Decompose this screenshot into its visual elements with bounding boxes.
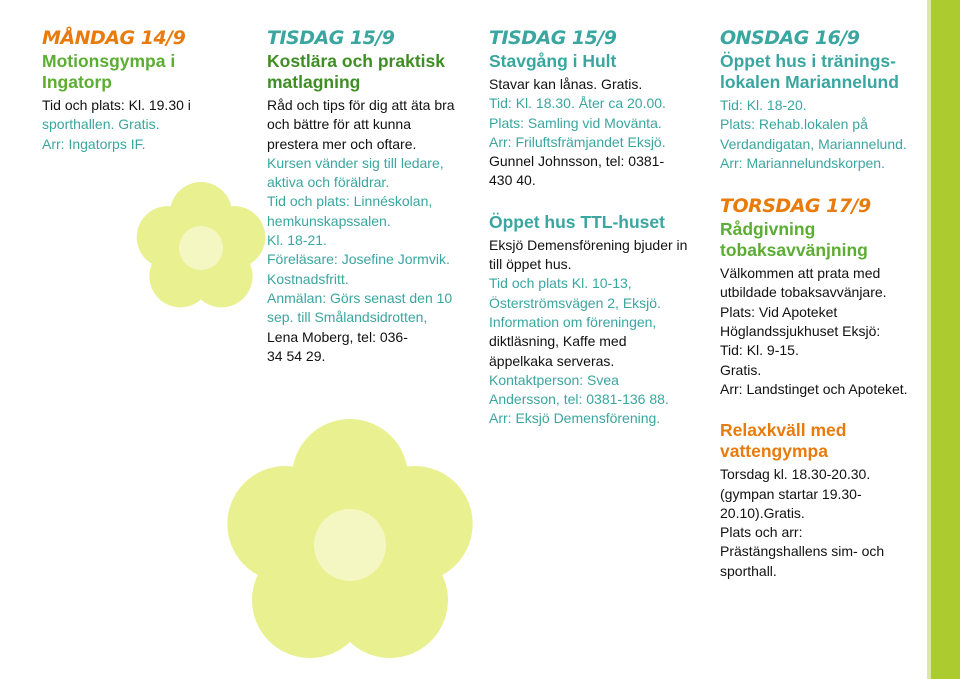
event-line: aktiva och föräldrar. — [267, 174, 390, 191]
event-line: Gratis. — [720, 361, 762, 378]
large-flower-icon — [227, 419, 472, 658]
event-line: Välkommen att prata med — [720, 265, 881, 282]
event-line: Tid: Kl. 9-15. — [720, 342, 799, 359]
event-line: Lena Moberg, tel: 036- — [267, 328, 408, 345]
event-line: Eksjö Demensförening bjuder in — [489, 236, 688, 253]
column-wed-thu — [720, 22, 920, 581]
event-line: hemkunskapssalen. — [267, 212, 391, 229]
event-line: Plats: Rehab.lokalen på — [720, 116, 868, 133]
event-line: 20.10).Gratis. — [720, 504, 805, 521]
event-line: Anmälan: Görs senast den 10 — [267, 289, 453, 306]
event-line: Information om föreningen, — [489, 313, 657, 330]
event-line: Arr: Ingatorps IF. — [42, 135, 146, 152]
event-line: prestera mer och oftare. — [267, 135, 417, 152]
event-line: utbildade tobaksavvänjare. — [720, 284, 887, 301]
event-line: sep. till Smålandsidrotten, — [267, 309, 428, 326]
event-line: Tid: Kl. 18-20. — [720, 97, 807, 113]
event-line: Plats: Samling vid Movänta. — [489, 114, 662, 131]
day-heading-2: TORSDAG 17/9 — [720, 195, 871, 218]
event-line: Kontaktperson: Svea — [489, 371, 619, 388]
day-heading: TISDAG 15/9 — [267, 27, 395, 49]
event-line: och bättre för att kunna — [267, 116, 411, 133]
event-title: Öppet hus i tränings-lokalen Mariannelund — [720, 51, 899, 92]
event-line: Arr: Friluftsfrämjandet Eksjö. — [489, 133, 666, 150]
event-line: 430 40. — [489, 172, 536, 189]
event-line: Stavar kan lånas. Gratis. — [489, 76, 643, 92]
event-line: Arr: Eksjö Demensförening. — [489, 410, 661, 427]
event-title-2: Öppet hus TTL-huset — [489, 211, 665, 232]
event-line: Plats och arr: — [720, 524, 803, 541]
column-tuesday-2 — [489, 22, 694, 429]
event-line: Tid och plats: Linnéskolan, — [267, 193, 433, 210]
event-title-2: Rådgivning tobaksavvänjning — [720, 219, 868, 261]
event-line: Tid och plats Kl. 10-13, — [489, 275, 632, 292]
event-line: Österströmsvägen 2, Eksjö. — [489, 294, 661, 311]
event-line: (gympan startar 19.30- — [720, 485, 862, 502]
event-title: Motionsgympa i Ingatorp — [42, 51, 176, 92]
event-line: Tid och plats: Kl. 19.30 i — [42, 97, 191, 113]
event-line: Arr: Landstinget och Apoteket. — [720, 380, 908, 397]
event-line: 34 54 29. — [267, 347, 326, 364]
event-title: Stavgång i Hult — [489, 51, 617, 71]
event-line: Plats: Vid Apoteket — [720, 303, 838, 320]
day-heading: MÅNDAG 14/9 — [42, 27, 186, 49]
event-line: Arr: Mariannelundskorpen. — [720, 154, 885, 171]
event-line: Andersson, tel: 0381-136 88. — [489, 391, 669, 408]
event-title-3: Relaxkväll med vattengympa — [720, 420, 847, 462]
event-line: Prästängshallens sim- och — [720, 543, 885, 560]
event-line: Kursen vänder sig till ledare, — [267, 154, 444, 171]
flower-center — [179, 226, 223, 270]
event-line: sporthallen. Gratis. — [42, 116, 160, 133]
event-line: Kostnadsfritt. — [267, 270, 349, 287]
event-line: Föreläsare: Josefine Jormvik. — [267, 251, 450, 268]
event-line: Verdandigatan, Mariannelund. — [720, 135, 907, 152]
event-title: Kostlära och praktisk matlagning — [267, 51, 445, 92]
event-line: äppelkaka serveras. — [489, 352, 615, 369]
day-heading: TISDAG 15/9 — [489, 27, 617, 49]
event-line: Torsdag kl. 18.30-20.30. — [720, 466, 871, 483]
day-heading: ONSDAG 16/9 — [720, 27, 860, 49]
side-stripe — [931, 0, 960, 679]
event-line: sporthall. — [720, 562, 777, 579]
column-monday — [42, 22, 212, 154]
event-line: Gunnel Johnsson, tel: 0381- — [489, 153, 665, 170]
event-line: Tid: Kl. 18.30. Åter ca 20.00. — [489, 95, 666, 112]
small-flower-icon — [137, 182, 266, 307]
flower-center — [314, 509, 386, 581]
event-line: till öppet hus. — [489, 256, 572, 273]
event-line: Råd och tips för dig att äta bra — [267, 97, 455, 113]
event-line: Höglandssjukhuset Eksjö: — [720, 323, 881, 340]
event-line: Kl. 18-21. — [267, 232, 327, 249]
event-line: diktläsning, Kaffe med — [489, 333, 627, 350]
column-tuesday-1 — [267, 22, 472, 366]
